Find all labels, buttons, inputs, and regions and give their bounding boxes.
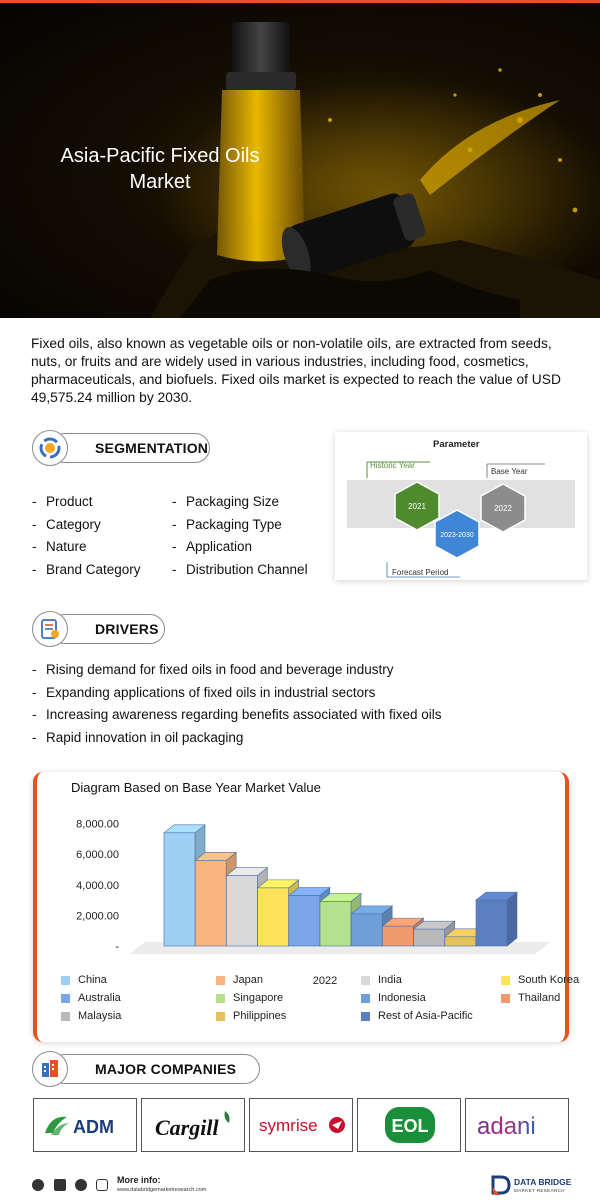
legend-label: Thailand: [518, 992, 561, 1004]
parameter-title: Parameter: [433, 439, 480, 450]
logo-adani: [465, 1098, 569, 1152]
legend-label: Japan: [233, 974, 263, 986]
whatsapp-icon[interactable]: [32, 1179, 44, 1191]
facebook-icon[interactable]: [54, 1179, 66, 1191]
data-bridge-logo-icon: [490, 1173, 512, 1197]
forecast-callout: [387, 562, 460, 577]
segment-item: - Brand Category: [32, 559, 141, 582]
legend-label: Philippines: [233, 1010, 287, 1022]
companies-icon: [32, 1051, 68, 1087]
company-logos: [33, 1098, 569, 1152]
title-line-1: Asia-Pacific Fixed Oils: [60, 145, 260, 167]
drivers-title: DRIVERS: [95, 621, 159, 637]
legend-swatch: [216, 994, 225, 1003]
legend-label: Singapore: [233, 992, 284, 1004]
legend-swatch: [361, 1012, 370, 1021]
legend-item: [501, 974, 579, 986]
hero-banner: [0, 0, 600, 318]
bar-chart: [37, 794, 565, 994]
logo-adani-text: adani: [477, 1113, 536, 1140]
legend-item: [61, 1010, 121, 1022]
chart-title: Diagram Based on Base Year Market Value: [71, 780, 321, 795]
segmentation-list-2: [172, 491, 308, 581]
legend-swatch: [361, 994, 370, 1003]
y-tick-label: 8,000.00: [76, 818, 119, 831]
forecast-label: Forecast Period: [392, 568, 449, 577]
chart-card: [33, 772, 580, 1042]
legend-label: Indonesia: [378, 992, 426, 1004]
companies-heading: [50, 1054, 260, 1084]
logo-cargill-text: Cargill: [155, 1115, 219, 1140]
legend-label: Malaysia: [78, 1010, 122, 1022]
forecast-years: 2023-2030: [440, 532, 474, 539]
legend-swatch: [61, 976, 70, 985]
y-tick-label: 4,000.00: [76, 879, 119, 892]
instagram-icon[interactable]: [96, 1179, 108, 1191]
legend-swatch: [501, 976, 510, 985]
driver-item: - Increasing awareness regarding benefits associated with fixed oils: [32, 704, 441, 727]
y-tick-label: 6,000.00: [76, 849, 119, 862]
legend-item: [61, 992, 121, 1004]
legend-item: [361, 1010, 473, 1022]
legend-label: South Korea: [518, 974, 580, 986]
page-title: [30, 143, 290, 195]
bar-rest-of-asia-pacific: [476, 892, 517, 946]
parameter-card: [335, 432, 587, 580]
segment-item: - Distribution Channel: [172, 559, 308, 582]
y-tick-label: 2,000.00: [76, 910, 119, 923]
historic-year: 2021: [408, 502, 426, 511]
legend-swatch: [216, 1012, 225, 1021]
legend-swatch: [61, 1012, 70, 1021]
segmentation-list-1: [32, 491, 141, 581]
intro-paragraph: Fixed oils, also known as vegetable oils or non-volatile oils, are extracted from seeds, nuts, or fruits and are widely used in various industries, including food, cosmetics, pharmaceuticals, and biofuels. Fixed oils market is expected to reach the value of USD 49,575.24 million by 2030.: [31, 336, 561, 405]
website-link[interactable]: www.databridgemarketresearch.com: [117, 1187, 207, 1193]
more-info-label: More info:: [117, 1175, 161, 1185]
y-tick-label: -: [115, 941, 119, 953]
twitter-icon[interactable]: [75, 1179, 87, 1191]
segment-item: - Packaging Type: [172, 514, 308, 537]
segment-item: - Product: [32, 491, 141, 514]
logo-eol: [357, 1098, 461, 1152]
legend-label: India: [378, 974, 402, 986]
legend-item: [361, 974, 402, 986]
title-line-2: Market: [129, 171, 191, 193]
legend-swatch: [501, 994, 510, 1003]
legend-item: [61, 974, 107, 986]
segment-item: - Application: [172, 536, 308, 559]
logo-symrise: [249, 1098, 353, 1152]
brand-tagline: MARKET RESEARCH: [514, 1188, 565, 1193]
driver-item: - Expanding applications of fixed oils in industrial sectors: [32, 682, 441, 705]
segmentation-heading: [50, 433, 210, 463]
segmentation-title: SEGMENTATION: [95, 440, 209, 456]
drivers-icon: [32, 611, 68, 647]
legend-item: [216, 974, 263, 986]
brand-name: DATA BRIDGE: [514, 1177, 572, 1187]
legend-item: [216, 1010, 286, 1022]
driver-item: - Rising demand for fixed oils in food and beverage industry: [32, 659, 441, 682]
segment-item: - Category: [32, 514, 141, 537]
companies-title: MAJOR COMPANIES: [95, 1061, 237, 1077]
legend-item: [361, 992, 426, 1004]
legend-label: Australia: [78, 992, 121, 1004]
legend-swatch: [216, 976, 225, 985]
segment-item: - Packaging Size: [172, 491, 308, 514]
segmentation-icon: [32, 430, 68, 466]
logo-eol-text: EOL: [391, 1116, 429, 1136]
legend-label: China: [78, 974, 107, 986]
drivers-list: [32, 659, 441, 749]
legend-swatch: [61, 994, 70, 1003]
logo-symrise-text: symrise: [259, 1116, 318, 1135]
logo-adm: [33, 1098, 137, 1152]
driver-item: - Rapid innovation in oil packaging: [32, 727, 441, 750]
legend-item: [501, 992, 560, 1004]
legend-swatch: [361, 976, 370, 985]
segment-item: - Nature: [32, 536, 141, 559]
legend-label: Rest of Asia-Pacific: [378, 1010, 473, 1022]
base-label: Base Year: [491, 467, 528, 476]
historic-label: Historic Year: [370, 461, 415, 470]
base-callout: [487, 464, 545, 478]
logo-cargill: [141, 1098, 245, 1152]
footer: [0, 1168, 600, 1203]
x-category-label: 2022: [312, 975, 338, 987]
historic-callout: [367, 461, 430, 478]
logo-adm-text: ADM: [73, 1117, 114, 1137]
base-year: 2022: [494, 504, 512, 513]
legend-item: [216, 992, 283, 1004]
